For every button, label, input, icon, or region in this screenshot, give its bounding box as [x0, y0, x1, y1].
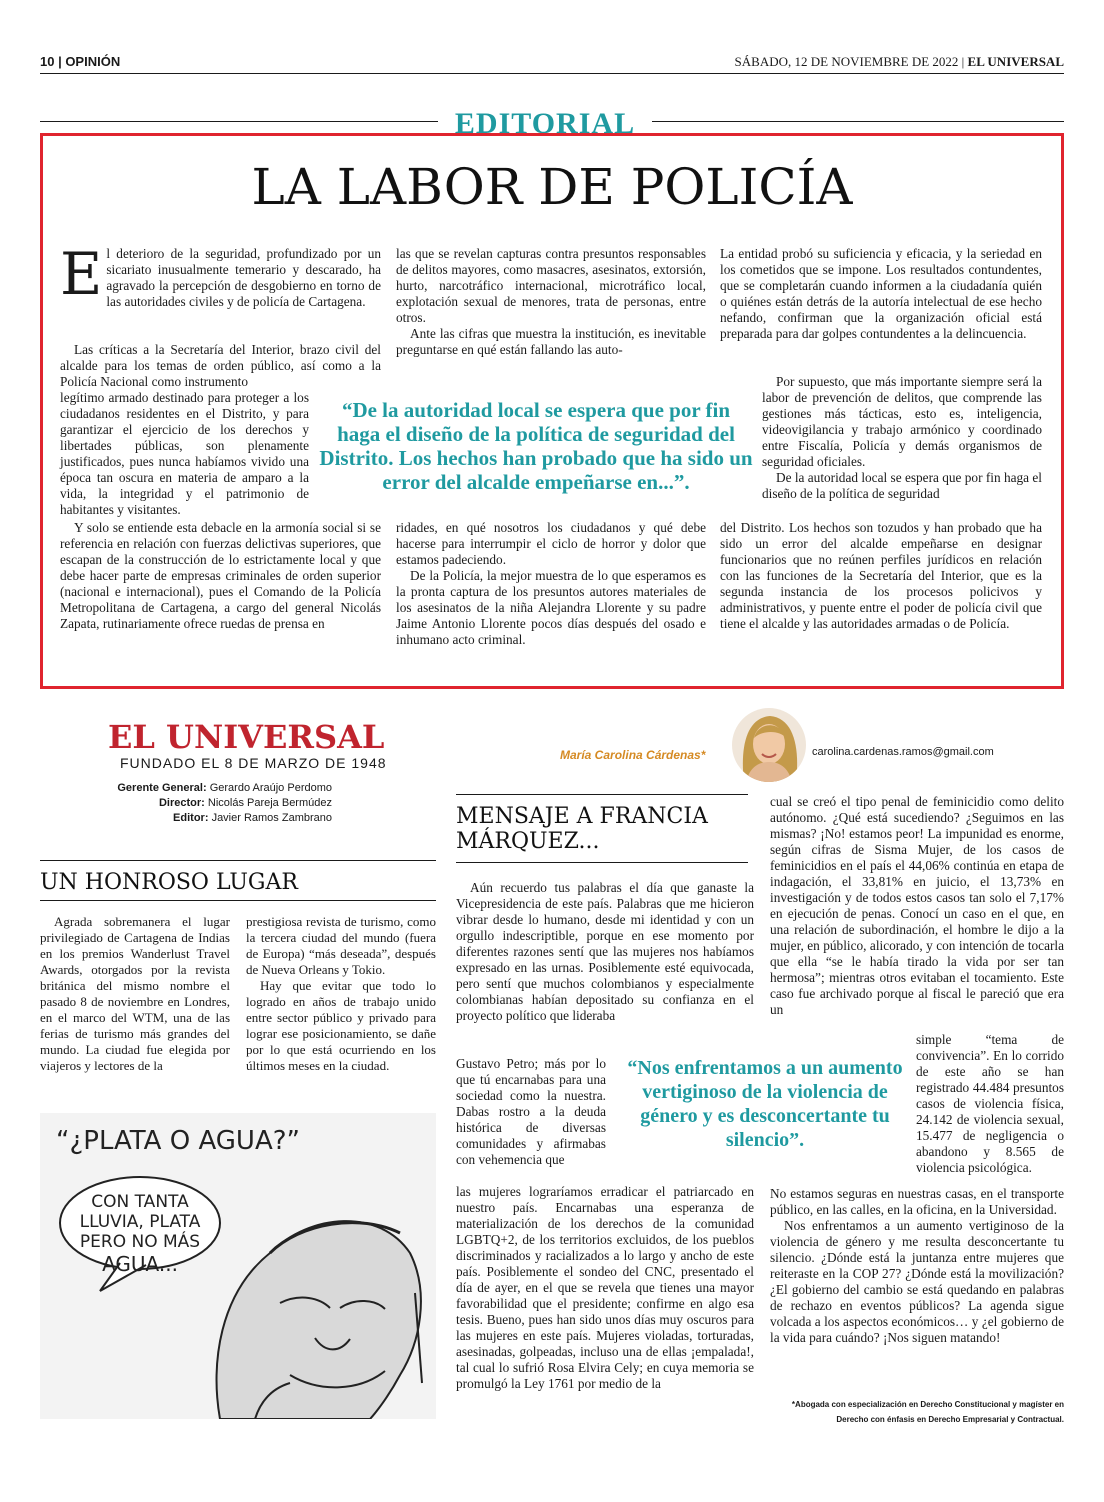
editorial-col2-bottom	[396, 520, 706, 648]
paragraph: De la Policía, la mejor muestra de lo que esperamos es la pronta captura de los presuntos autores materiales de los asesinatos de la niña Alejandra Llorente y su padre Jaime Antonio Llorente pocos días después del osado e inhumano acto criminal.	[396, 568, 706, 647]
founded-line: FUNDADO EL 8 DE MARZO DE 1948	[120, 755, 387, 771]
editorial-col1-bottom	[60, 520, 381, 632]
editorial-rule-right	[652, 121, 1064, 122]
paragraph: l deterioro de la seguridad, profundizado por un sicariato inusualmente temerario y descarado, ha agravado la percepción de desgobierno en torno de las autoridades civiles y de policía de Cartagena.	[106, 246, 381, 309]
francia-title-line2: MÁRQUEZ...	[456, 829, 600, 854]
francia-col2-top	[770, 794, 1064, 1018]
page-section: 10 | OPINIÓN	[40, 54, 121, 69]
editorial-col3-top	[720, 246, 1042, 342]
paragraph: prestigiosa revista de turismo, como la tercera ciudad del mundo (fuera de Europa) “más deseada”, después de Nueva Orleans y Tokio.	[246, 914, 436, 977]
paragraph: Las críticas a la Secretaría del Interior, brazo civil del alcalde para los temas de orden público, así como a la Policía Nacional como instrumento	[60, 342, 381, 389]
paragraph: Gustavo Petro; más por lo que tú encarnabas para una sociedad como la nuestra. Dabas rostro a la deuda histórica de diversas comunidades y afirmabas con vehemencia que	[456, 1056, 606, 1167]
paragraph: Y solo se entiende esta debacle en la armonía social si se referencia en relación con fuerzas delictivas superiores, que escapan de la construcción de lo estrictamente local y que debe hacer parte de empresas criminales de orden superior (nacional e internacional), pues el Comando de la Policía Metropolitana de Cartagena, a cargo del general Nicolás Zapata, rutinariamente ofrece ruedas de prensa en	[60, 520, 381, 631]
paragraph: las mujeres lograríamos erradicar el patriarcado en nuestro país. Encarnabas una esperanza de materialización de los derechos de la comunidad LGBTQ+2, de los territorios excluidos, de los pueblos discriminados y racializados a lo largo y ancho de este país. Posiblemente el sondeo del CNC, presentado el día de ayer, en el que se revela que tienes una mayor favorabilidad que el presidente; confirme en algo esa tesis. Bueno, pues han sido unos días muy oscuros para las mujeres en este país. Mujeres violadas, torturadas, asesinadas, golpeadas, incluso una de ellas ¡empalada!, tal cual lo sufrió Rosa Elvira Cely; en cuya memoria se promulgó la Ley 1761 por medio de la	[456, 1184, 754, 1391]
editorial-col3-mid	[762, 374, 1042, 502]
paragraph: ridades, en qué nosotros los ciudadanos y qué debe hacerse para interrumpir el ciclo de horror y dolor que estamos padeciendo.	[396, 520, 706, 567]
header-rule	[40, 73, 1064, 74]
editorial-col2-top	[396, 246, 706, 358]
editorial-rule-left	[40, 121, 438, 122]
francia-pull-quote: “Nos enfrentamos a un aumento vertiginoso de la violencia de género y es desconcertante tu silencio”.	[627, 1057, 903, 1151]
paragraph: Hay que evitar que todo lo logrado en años de trabajo unido entre sector público y privado para lograr ese posicionamiento, se dañe por lo que está ocurriendo en los últimos meses en la ciudad.	[246, 978, 436, 1073]
paragraph: La entidad probó su suficiencia y eficacia, y la seriedad en los cometidos que se impone. Los resultados contundentes, que se completarán cuando informen a la ciudadanía quién o quiénes están detrás de la autoría intelectual de ese hecho nefando, confirman que la organización oficial está preparada para dar golpes contundentes a la delincuencia.	[720, 246, 1042, 341]
date: SÁBADO, 12 DE NOVIEMBRE DE 2022 |	[734, 54, 965, 69]
columnist-name: María Carolina Cárdenas*	[560, 748, 706, 762]
editorial-col1-narrow	[60, 390, 309, 518]
lugar-col2	[246, 914, 436, 1074]
lugar-title-underline	[40, 900, 436, 901]
paragraph: No estamos seguras en nuestras casas, en el transporte público, en las calles, en la oficina, en la Universidad.	[770, 1186, 1064, 1217]
speech-line-3: PERO NO MÁS	[79, 1232, 201, 1252]
paragraph: Por supuesto, que más importante siempre será la labor de prevención de delitos, que comprende las gestiones más tácticas, esto es, inteligencia, videovigilancia y trabajo armónico y coordinado entre Fiscalía, Policía y demás organismos de seguridad oficiales.	[762, 374, 1042, 469]
francia-col2-narrow	[916, 1032, 1064, 1176]
editorial-col3-bottom	[720, 520, 1042, 632]
cartoon-drawing	[40, 1113, 436, 1419]
paragraph: del Distrito. Los hechos son tozudos y han probado que ha sido un error del alcalde empeñarse en designar funcionarios que no reúnen perfiles jurídicos en relación con las funciones de la Secretaría del Interior, que es la segunda instancia de los procesos policivos y administrativos, y puente entre el poder de policía civil que tiene el alcalde y las autoridades armadas o de Policía.	[720, 520, 1042, 631]
staff-gerente: Gerente General: Gerardo Araújo Perdomo	[117, 782, 332, 794]
staff-list	[40, 781, 332, 826]
paragraph: Nos enfrentamos a un aumento vertiginoso de la violencia de género y me resulta desconcertante tu silencio. ¿Dónde está la juntanza entre mujeres que reiteraste en la COP 27? ¿Dónde está la movilización? ¿El gobierno del cambio se está quedando en palabras de rechazo en eventos públicos? La agenda sigue volcada a los aspectos económicos… y ¿el gobierno de la vida para cuándo? ¡Nos siguen matando!	[770, 1218, 1064, 1345]
paragraph: Agrada sobremanera el lugar privilegiado de Cartagena de Indias en los premios Wanderlust Travel Awards, otorgados por la revista británica del mismo nombre el pasado 8 de noviembre en Londres, en el marco del WTM, una de las ferias de turismo más grandes del mundo. La ciudad fue elegida por viajeros y lectores de la	[40, 914, 230, 1073]
avatar-photo-icon	[732, 708, 806, 782]
drop-cap: E	[60, 240, 103, 308]
paragraph: legítimo armado destinado para proteger a los ciudadanos residentes en el Distrito, y para garantizar el ejercicio de los derechos y libertades públicas, son plenamente justificados, pues nunca habíamos vivido una época tan oscura en materia de amparo a la vida, la integridad y el patrimonio de habitantes y visitantes.	[60, 390, 309, 517]
staff-editor: Editor: Javier Ramos Zambrano	[173, 812, 332, 824]
speech-line-2: LLUVIA, PLATA	[79, 1212, 201, 1232]
paragraph: cual se creó el tipo penal de feminicidio como delito autónomo. ¿Qué está sucediendo? ¿Seguimos en las mismas? ¡No! estamos peor! La impunidad es enorme, según cifras de Sisma Mujer, de los casos de feminicidios en el país el 44,06% continúa en etapa de indagación, el 33,81% en juicio, el 13,73% en investigación y de todos estos casos tan solo el 7,17% en ejecución de penas. Conocí un caso en el que, en una relación de subordinación, el hombre le dijo a la mujer, en público, alicorado, y con intención de tocarla que ella “se le había tirado la vida por ser tan hermosa”; mientras otros evitaban el tocamiento. Este caso fue archivado porque al fiscal le pareció que era un	[770, 794, 1064, 1017]
paragraph: De la autoridad local se espera que por fin haga el diseño de la política de seguridad	[762, 470, 1042, 501]
speech-line-1: CON TANTA	[91, 1192, 189, 1212]
lugar-title: UN HONROSO LUGAR	[40, 870, 298, 895]
speech-line-4: AGUA...	[102, 1252, 178, 1276]
francia-col2-bottom	[770, 1186, 1064, 1346]
paragraph: Aún recuerdo tus palabras el día que ganaste la Vicepresidencia de este país. Palabras que me hicieron vibrar desde lo humano, desde mi identidad y con un orgullo indescriptible, porque en ese momento por diferentes razones sentí que las mujeres nos habíamos expresado en las urnas. Posiblemente esté equivocada, pero sentí que muchos colombianos y especialmente colombianas habían depositado su confianza en el proyecto político que lideraba	[456, 880, 754, 1023]
footnote-line1: *Abogada con especialización en Derecho Constitucional y magíster en	[791, 1400, 1064, 1409]
paragraph: simple “tema de convivencia”. En lo corrido de este año se han registrado 44.484 presuntos casos de violencia física, 24.142 de violencia sexual, 15.477 de negligencia o abandono y 8.565 de violencia psicológica.	[916, 1032, 1064, 1175]
staff-director: Director: Nicolás Pareja Bermúdez	[158, 797, 332, 809]
publication-name: EL UNIVERSAL	[967, 54, 1064, 69]
francia-col1-bottom	[456, 1184, 754, 1392]
columnist-email: carolina.cardenas.ramos@gmail.com	[812, 746, 994, 758]
editorial-col1-mid	[60, 342, 381, 390]
francia-col1-narrow	[456, 1056, 606, 1168]
paragraph: Ante las cifras que muestra la institución, es inevitable preguntarse en qué están fallando las auto-	[396, 326, 706, 357]
cartoon-caption: “¿PLATA O AGUA?”	[56, 1126, 301, 1156]
lugar-rule	[40, 860, 436, 861]
francia-title-underline	[456, 862, 748, 863]
masthead-logo: EL UNIVERSAL	[108, 718, 385, 756]
editorial-cartoon	[40, 1113, 436, 1419]
francia-title	[456, 804, 708, 854]
footnote-line2: Derecho con énfasis en Derecho Empresarial y Contractual.	[836, 1415, 1064, 1424]
columnist-avatar	[732, 708, 806, 782]
columnist-footnote	[760, 1397, 1064, 1427]
editorial-label: EDITORIAL	[440, 104, 650, 134]
paragraph: las que se revelan capturas contra presuntos responsables de delitos mayores, como masacres, asesinatos, extorsión, hurto, narcotráfico internacional, microtráfico local, explotación sexual de menores, trata de personas, entre otros.	[396, 246, 706, 325]
francia-col1-top	[456, 880, 754, 1024]
date-line	[735, 54, 1064, 70]
editorial-pull-quote: “De la autoridad local se espera que por fin haga el diseño de la política de seguridad del Distrito. Los hechos han probado que ha sido un error del alcalde empeñarse en...”.	[319, 398, 753, 494]
lugar-col1	[40, 914, 230, 1074]
francia-title-line1: MENSAJE A FRANCIA	[456, 804, 708, 829]
editorial-col1-top	[60, 240, 381, 310]
francia-rule	[456, 794, 748, 795]
editorial-title: LA LABOR DE POLICÍA	[251, 158, 853, 216]
